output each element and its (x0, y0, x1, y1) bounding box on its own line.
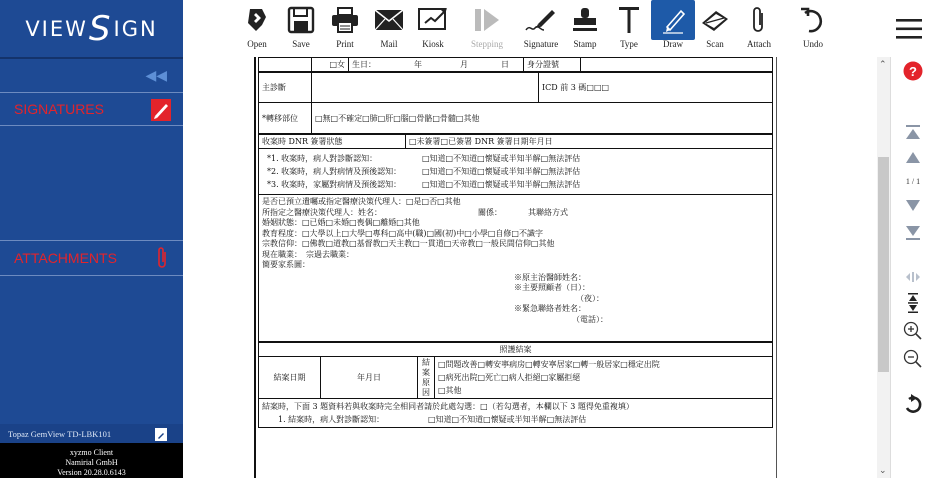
logo-left: VIEW (25, 16, 88, 41)
collapse-sidebar-icon[interactable]: ◀◀ (145, 67, 167, 83)
previous-page-button[interactable] (901, 150, 925, 169)
metastasis-label: *轉移部位 (259, 103, 312, 134)
print-label: Print (336, 39, 354, 49)
marital-status: 婚姻狀態：□已婚□未婚□喪偶□離婚□其他 (262, 218, 420, 227)
status-table (258, 134, 773, 342)
signature-pad-icon (151, 99, 171, 126)
closing-question-1-options: □知道□不知道□懷疑或半知半解□無法評估 (428, 415, 587, 424)
signature-button[interactable] (519, 0, 563, 57)
closing-ymd: 年月日 (321, 357, 418, 399)
proxy-contact: 其聯絡方式 (528, 207, 568, 217)
stamp-icon (571, 6, 599, 34)
doctor-name: ※原主治醫師姓名： (514, 272, 586, 282)
paperclip-icon (155, 246, 169, 275)
first-page-icon (905, 124, 921, 140)
next-page-button[interactable] (901, 199, 925, 218)
scroll-down-arrow-icon[interactable]: ⌄ (879, 465, 887, 475)
draw-icon (659, 5, 687, 35)
open-button[interactable] (235, 0, 279, 57)
rotate-button[interactable] (901, 393, 925, 420)
help-icon (903, 61, 923, 81)
attachments-section[interactable] (0, 240, 183, 276)
emergency-contact: ※緊急聯絡者姓名： (514, 304, 586, 313)
closing-date-label: 結案日期 (259, 357, 321, 399)
caregiver-day: ※主要照顧者（日）： (514, 283, 590, 292)
fit-width-button[interactable] (901, 270, 925, 288)
draw-label: Draw (663, 39, 683, 49)
zoom-out-button[interactable] (901, 349, 925, 374)
viewsign-logo (0, 0, 183, 59)
zoom-out-icon (903, 349, 923, 369)
logo-right: IGN (113, 16, 158, 41)
attach-label: Attach (747, 39, 771, 49)
kiosk-button[interactable] (411, 0, 455, 57)
dnr-options: □未簽署□已簽署 DNR 簽署日期年月日 (406, 135, 773, 149)
religion: 宗教信仰：□佛教□道教□基督教□天主教□一貫道□天帝教□一般民間信仰□其他 (262, 239, 555, 248)
last-page-button[interactable] (901, 225, 925, 246)
sidebar (0, 0, 183, 478)
proxy-relation: 關係： (478, 207, 502, 217)
fit-height-icon (907, 293, 919, 313)
question-3-options: □知道□不知道□懷疑或半知半解□無法評估 (422, 180, 581, 189)
open-icon (242, 5, 272, 35)
logo-mid: S (88, 8, 113, 49)
question-2: *2. 收案時，病人對病情及預後認知： (267, 167, 402, 176)
question-1: *1. 收案時，病人對診斷認知： (267, 154, 378, 163)
stepping-label: Stepping (470, 39, 503, 49)
zoom-in-icon (903, 321, 923, 341)
open-label: Open (247, 39, 267, 49)
dnr-status-label: 收案時 DNR 簽署狀態 (259, 135, 406, 149)
stamp-label: Stamp (573, 39, 597, 49)
type-label: Type (620, 39, 638, 49)
emergency-phone: （電話）： (572, 314, 608, 324)
save-button[interactable] (279, 0, 323, 57)
footer-line1: xyzmo Client (69, 448, 114, 457)
device-icon (155, 428, 167, 438)
undo-label: Undo (803, 39, 823, 49)
scan-button[interactable] (693, 0, 737, 57)
scrollbar-thumb[interactable] (878, 157, 889, 372)
rotate-icon (903, 393, 923, 415)
print-button[interactable] (323, 0, 367, 57)
attachments-label: ATTACHMENTS (14, 250, 117, 266)
birth-year: 年 (395, 58, 441, 72)
version-footer (0, 443, 183, 478)
vertical-scrollbar[interactable] (877, 57, 890, 478)
education-level: 教育程度：□大學以上□大學□專科□高中(職)□國(初)中□小學□自修□不識字 (262, 228, 543, 238)
question-2-options: □知道□不知道□懷疑或半知半解□無法評估 (422, 167, 581, 176)
closing-title: 照護結案 (259, 342, 773, 357)
birth-month: 月 (441, 58, 487, 72)
undo-icon (799, 5, 827, 35)
type-icon (617, 5, 641, 35)
proxy-name: 所指定之醫療決策代理人：姓名： (262, 207, 382, 217)
attach-icon (750, 5, 768, 35)
form-top-table (258, 57, 773, 72)
draw-button[interactable] (651, 0, 695, 57)
scan-label: Scan (706, 39, 724, 49)
document-page[interactable] (254, 57, 777, 478)
closing-reason-label: 結案原因 (418, 357, 435, 399)
help-button[interactable] (901, 61, 925, 86)
signatures-label: SIGNATURES (14, 101, 104, 117)
birthdate-label: 生日： (349, 58, 396, 72)
kiosk-label: Kiosk (422, 39, 444, 49)
main-menu-button[interactable] (889, 0, 929, 57)
type-button[interactable] (607, 0, 651, 57)
question-1-options: □知道□不知道□懷疑或半知半解□無法評估 (422, 154, 581, 163)
previous-page-icon (905, 150, 921, 164)
collapse-sidebar-row (0, 59, 183, 93)
signature-device-row[interactable] (0, 424, 183, 443)
family-tree-note: 簡要家系圖： (262, 260, 310, 269)
question-3: *3. 收案時，家屬對病情及預後認知： (267, 180, 402, 189)
device-label: Topaz GemView TD-LBK101 (8, 428, 112, 439)
fit-height-button[interactable] (901, 293, 925, 318)
next-page-icon (905, 199, 921, 213)
closing-options-2: □病死出院□死亡□病人拒絕□家屬拒絕 (438, 373, 581, 382)
birth-day: 日 (487, 58, 524, 72)
last-page-icon (905, 225, 921, 241)
scroll-up-arrow-icon[interactable]: ⌃ (879, 59, 887, 69)
past-occupation: 宗過去職業： (306, 249, 354, 259)
diagnosis-table (258, 72, 773, 134)
icd-code: ICD 前 3 碼□□□ (539, 73, 773, 103)
mail-icon (374, 9, 404, 31)
footer-line3: Version 20.28.0.6143 (57, 468, 126, 477)
stepping-icon (473, 6, 501, 34)
zoom-in-button[interactable] (901, 321, 925, 346)
signature-icon (524, 6, 558, 34)
mail-label: Mail (380, 39, 398, 49)
id-number-label: 身分證號 (524, 58, 581, 72)
signatures-section[interactable] (0, 93, 183, 126)
scan-icon (700, 7, 730, 33)
closing-table (258, 341, 773, 428)
document-viewer[interactable] (183, 57, 877, 478)
save-label: Save (292, 39, 310, 49)
print-icon (330, 6, 360, 34)
toolbar (183, 0, 935, 58)
navigation-panel (890, 57, 935, 478)
svg-text:?: ? (909, 64, 917, 79)
first-page-button[interactable] (901, 124, 925, 145)
hamburger-menu-icon (896, 18, 922, 40)
footer-line2: Namirial GmbH (65, 458, 118, 467)
metastasis-options: □無□不確定□肺□肝□腦□骨骼□骨髓□其他 (312, 103, 773, 134)
proxy-line: 是否已預立遺囑或指定醫療決策代理人：□是□否□其他 (262, 197, 461, 206)
closing-options-3: □其他 (438, 386, 462, 395)
current-occupation: 現在職業： (262, 249, 302, 259)
stamp-button[interactable] (563, 0, 607, 57)
gender-female: □女 (312, 58, 349, 72)
mail-button[interactable] (367, 0, 411, 57)
undo-button[interactable] (791, 0, 835, 57)
closing-options-1: □問題改善□轉安寧病房□轉安寧居家□轉一般居家□穩定出院 (438, 360, 660, 369)
kiosk-icon (417, 7, 449, 33)
page-indicator: 1 / 1 (905, 177, 921, 186)
caregiver-night: （夜）： (576, 293, 604, 303)
save-icon (287, 6, 315, 34)
attach-button[interactable] (737, 0, 781, 57)
closing-note: 結案時，下面 3 題資料若與收案時完全相同者請於此處勾選：□（若勾選者，本欄以下 3 題得免重複填） (262, 402, 634, 411)
closing-question-1: 1. 結案時，病人對診斷認知： (278, 415, 385, 424)
stepping-button[interactable] (465, 0, 509, 57)
fit-width-icon (905, 271, 921, 283)
signature-label: Signature (523, 39, 559, 49)
main-diagnosis-label: 主診斷 (259, 73, 312, 103)
